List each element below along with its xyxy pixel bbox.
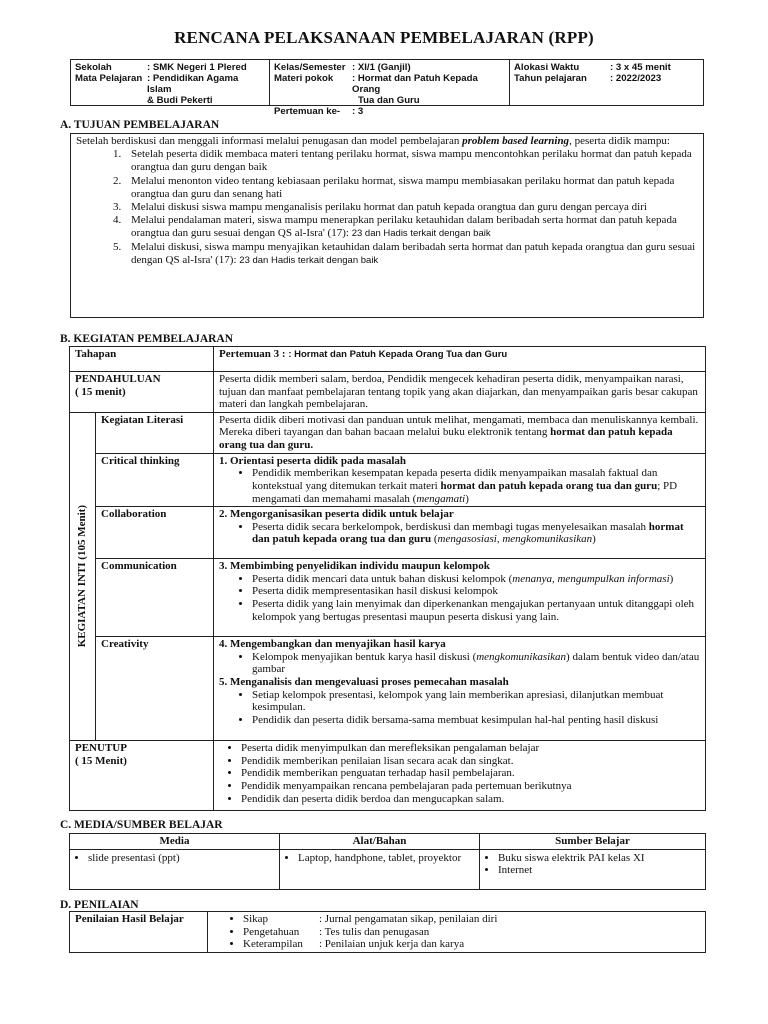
identity-col-school [71,60,270,105]
core-activity-cell [70,412,96,740]
closing-label: PENUTUP [75,742,127,755]
assessment-table [69,911,706,953]
meeting-key: Pertemuan ke- [274,106,341,117]
collaboration-label: Collaboration [96,507,214,559]
closing-list [219,742,700,805]
collaboration-row [70,507,706,559]
list-item: • Laptop, handphone, tablet, proyektor [298,852,475,865]
creativity-label: Creativity [96,637,214,741]
intro-row [70,372,706,413]
list-item: • Peserta didik mencari data untuk bahan diskusi kelompok (menanya, mengumpulkan informasi) [252,573,700,586]
list-item: • Pendidik menyampaikan rencana pembelajaran pada pertemuan berikutnya [241,780,700,793]
activities-header-row [70,347,706,372]
communication-content [214,559,706,637]
sources-list [484,852,701,877]
list-item: • Pendidik memberikan kesempatan kepada peserta didik menyampaikan masalah faktual dan kontekstual yang ditemukan terkait materi hormat dan patuh kepada orang tua dan guru; PD mengamati dan memahami masalah (mengamati) [252,467,700,505]
sources-cell [480,849,706,889]
objective-item: 1. Setelah peserta didik membaca materi tentang perilaku hormat, siswa mampu mencontohkan perilaku hormat dan patuh kepada orangtua dan guru dengan baik [124,148,698,174]
list-item: • Pendidik dan peserta didik bersama-sama membuat kesimpulan hal-hal penting hasil diskusi [252,714,700,727]
list-item: • Pendidik memberikan penilaian lisan secara acak dan singkat. [241,755,700,768]
literacy-label: Kegiatan Literasi [96,412,214,453]
communication-label: Communication [96,559,214,637]
meeting-value: : 3 [352,106,364,117]
identity-col-class [270,60,510,117]
literacy-row [70,412,706,453]
communication-heading: 3. Membimbing penyelidikan individu maupun kelompok [219,560,490,573]
topic-key: Materi pokok [274,73,334,84]
document-title: RENCANA PELAKSANAAN PEMBELAJARAN (RPP) [174,28,594,47]
list-item: • Peserta didik yang lain menyimak dan diperkenankan mengajukan pertanyaan untuk ditanggapi oleh kelompok yang bertugas presentasi maupun peserta diskusi yang lain. [252,598,700,623]
collaboration-heading: 2. Mengorganisasikan peserta didik untuk belajar [219,508,454,521]
list-item: • Buku siswa elektrik PAI kelas XI [498,852,701,865]
subject-value-cont: & Budi Pekerti [147,95,213,106]
critical-list [219,467,700,505]
list-item: • Pendidik dan peserta didik berdoa dan mengucapkan salam. [241,793,700,806]
media-cell [70,849,280,889]
creativity-row [70,637,706,741]
list-item: • Pendidik memberikan penguatan terhadap hasil pembelajaran. [241,767,700,780]
activities-table [69,346,706,811]
closing-time: ( 15 Menit) [75,754,127,767]
list-item: • Peserta didik menyimpulkan dan merefleksikan pengalaman belajar [241,742,700,755]
header-media: Media [70,834,280,850]
communication-row [70,559,706,637]
class-value: : XI/1 (Ganjil) [352,62,411,73]
list-item: • slide presentasi (ppt) [88,852,275,865]
creativity-heading-5: 5. Menganalisis dan mengevaluasi proses pemecahan masalah [219,675,509,688]
list-item: • Internet [498,864,701,877]
literacy-text: Peserta didik diberi motivasi dan panduan untuk melihat, mengamati, membaca dan menuliskannya kembali. Mereka diberi tayangan dan bahan bacaan melalui buku elektronik tentang hormat dan patuh kepada orang tua dan guru. [214,412,706,453]
identity-col-time [510,60,703,105]
header-meeting: Pertemuan 3 : : Hormat dan Patuh Kepada Orang Tua dan Guru [214,347,706,372]
school-key: Sekolah [75,62,112,73]
section-d-heading: D. PENILAIAN [60,899,139,911]
assessment-row [70,912,706,953]
closing-stage [70,741,214,811]
header-tools: Alat/Bahan [280,834,480,850]
objectives-box [70,133,704,318]
year-value: : 2022/2023 [610,73,662,84]
creativity-list-5 [219,689,700,727]
critical-row [70,453,706,506]
closing-row [70,741,706,811]
objective-item: 3. Melalui diskusi siswa mampu menganalisis perilaku hormat dan patuh kepada orangtua dan guru dengan percaya diri [124,201,698,214]
subject-key: Mata Pelajaran [75,73,143,84]
core-activity-label: KEGIATAN INTI (105 Menit) [76,505,89,648]
topic-value: : Hormat dan Patuh Kepada Orang [352,73,478,95]
media-table [69,833,706,890]
school-value: : SMK Negeri 1 Plered [147,62,247,73]
header-sources: Sumber Belajar [480,834,706,850]
year-key: Tahun pelajaran [514,73,587,84]
intro-text: Peserta didik memberi salam, berdoa, Pendidik mengecek kehadiran peserta didik, menyampaikan narasi, tujuan dan manfaat pembelajaran tentang topik yang akan diajarkan, dan menyampaikan garis besar cakupan materi dan langkah pembelajaran. [214,372,706,413]
time-value: : 3 x 45 menit [610,62,671,73]
assessment-list [213,913,700,951]
topic-value-cont: Tua dan Guru [358,95,420,106]
critical-label: Critical thinking [96,453,214,506]
class-key: Kelas/Semester [274,62,346,73]
header-stage: Tahapan [70,347,214,372]
list-item: • Keterampilan : Penilaian unjuk kerja dan karya [243,938,700,951]
critical-heading: 1. Orientasi peserta didik pada masalah [219,454,407,467]
critical-content [214,453,706,506]
assessment-label: Penilaian Hasil Belajar [70,912,208,953]
tools-cell [280,849,480,889]
creativity-content [214,637,706,741]
list-item: • Pengetahuan : Tes tulis dan penugasan [243,926,700,939]
list-item: • Peserta didik secara berkelompok, berdiskusi dan membagi tugas menyelesaikan masalah hormat dan patuh kepada orang tua dan guru (mengasosiasi, mengkomunikasikan) [252,521,700,546]
subject-value: : Pendidikan Agama Islam [147,73,239,95]
objectives-intro: Setelah berdiskusi dan menggali informasi melalui penugasan dan model pembelajaran problem based learning, peserta didik mampu: [76,135,670,147]
objective-item: 2. Melalui menonton video tentang kebiasaan perilaku hormat, siswa mampu membiasakan perilaku hormat dan patuh kepada orangtua dan guru dan senang hati [124,175,698,201]
intro-time: ( 15 menit) [75,385,126,398]
intro-stage [70,372,214,413]
intro-label: PENDAHULUAN [75,373,161,385]
communication-list [219,573,700,623]
section-c-heading: C. MEDIA/SUMBER BELAJAR [60,819,223,831]
section-b-heading: B. KEGIATAN PEMBELAJARAN [60,333,234,345]
assessment-content [208,912,706,953]
collaboration-content [214,507,706,559]
creativity-heading-4: 4. Mengembangkan dan menyajikan hasil karya [219,638,446,651]
media-list [74,852,275,865]
list-item: • Setiap kelompok presentasi, kelompok yang lain memberikan apresiasi, dilanjutkan membuat kesimpulan. [252,689,700,714]
tools-list [284,852,475,865]
list-item: • Kelompok menyajikan bentuk karya hasil diskusi (mengkomunikasikan) dalam bentuk video dan/atau gambar [252,651,700,676]
model-name: problem based learning [462,135,570,147]
identity-box [70,59,704,117]
topic-key-cont [274,95,358,106]
time-key: Alokasi Waktu [514,62,580,73]
closing-content [214,741,706,811]
media-header-row [70,834,706,850]
list-item: • Sikap : Jurnal pengamatan sikap, penilaian diri [243,913,700,926]
objective-item: 5. Melalui diskusi, siswa mampu menyajikan ketauhidan dalam beribadah serta hormat dan patuh kepada orangtua dan guru sesuai dengan QS al-Isra' (17): 23 dan Hadis terkait dengan baik [124,241,698,267]
objective-item: 4. Melalui pendalaman materi, siswa mampu menerapkan perilaku ketauhidan dalam beribadah serta hormat dan patuh kepada orangtua dan guru sesuai dengan QS al-Isra' (17): 23 dan Hadis terkait dengan baik [124,214,698,240]
section-a-heading: A. TUJUAN PEMBELAJARAN [60,119,220,131]
subject-key-cont [75,95,147,106]
media-content-row [70,849,706,889]
collaboration-list [219,521,700,546]
objectives-list [76,148,698,267]
list-item: • Peserta didik mempresentasikan hasil diskusi kelompok [252,585,700,598]
creativity-list-4 [219,651,700,676]
